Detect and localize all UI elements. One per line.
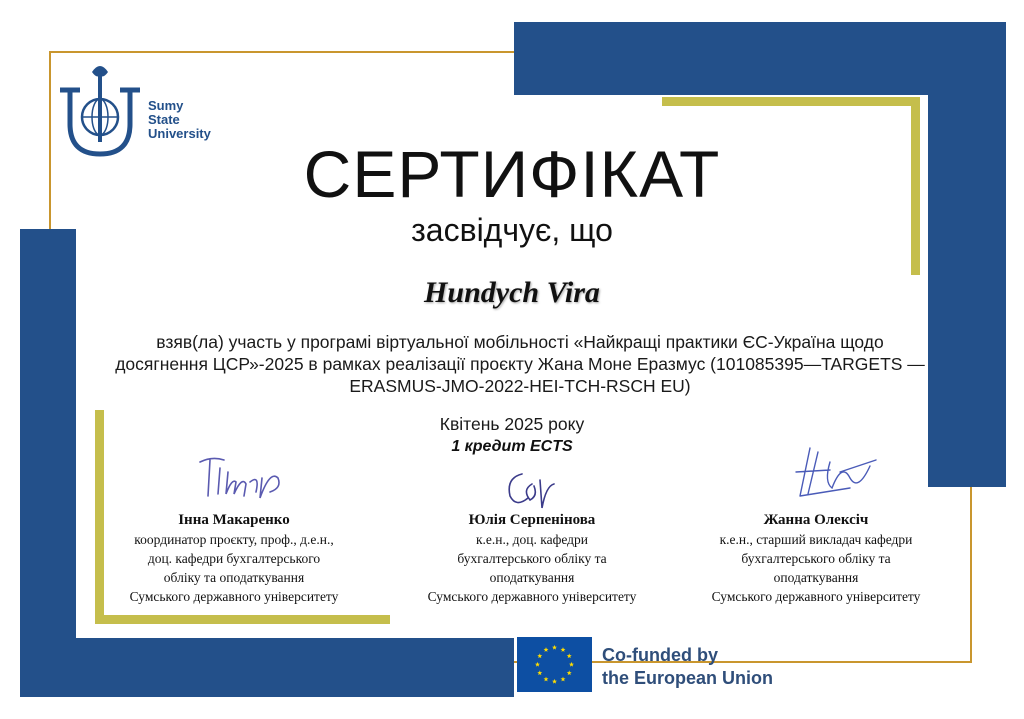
signatory-name: Інна Макаренко [178, 512, 290, 528]
signatory-2 [387, 510, 677, 606]
logo-line-2: State [148, 112, 180, 127]
certificate-body-text: взяв(ла) участь у програмі віртуальної мобільності «Найкращі практики ЄС-Україна щодо досягнення ЦСР»-2025 в рамках реалізації проєкту Жана Моне Еразмус (101085395—TARGETS — ERASMUS-JMO-2022-HEI-TCH-RSCH EU) [115, 332, 925, 396]
eu-label-line-1: Co-funded by [602, 645, 718, 665]
signatory-role-line: обліку та оподаткування [163, 570, 305, 585]
eu-label-line-2: the European Union [602, 668, 773, 688]
signatory-role-line: Сумського державного університету [427, 589, 637, 604]
signatory-role-line: бухгалтерського обліку та [741, 551, 891, 566]
navy-corner-bottom-left [20, 638, 514, 697]
signatory-3 [671, 510, 961, 606]
logo-wordmark [148, 99, 211, 141]
signatory-role-line: Сумського державного університету [129, 589, 339, 604]
logo-line-3: University [148, 126, 211, 141]
signatory-role-line: Сумського державного університету [711, 589, 921, 604]
signatory-role-line: к.е.н., старший викладач кафедри [719, 532, 913, 547]
olive-accent-bottom [95, 615, 390, 624]
signatory-role-line: доц. кафедри бухгалтерського [147, 551, 321, 566]
certificate-title: СЕРТИФІКАТ [303, 137, 721, 211]
signatory-role-line: к.е.н., доц. кафедри [476, 532, 588, 547]
signatory-role-line: оподаткування [773, 570, 859, 585]
recipient-name: Hundych Vira [424, 276, 600, 309]
signatory-1 [89, 510, 379, 606]
signatory-role-line: бухгалтерського обліку та [457, 551, 607, 566]
eu-flag-icon [517, 637, 592, 692]
signature-1-icon [190, 448, 300, 508]
certificate-subtitle: засвідчує, що [411, 212, 613, 248]
logo-line-1: Sumy [148, 98, 184, 113]
certificate-date: Квітень 2025 року [439, 414, 585, 434]
signatory-name: Юлія Серпенінова [468, 512, 596, 528]
eu-cofunded-label [602, 644, 773, 690]
signature-3-icon [780, 442, 890, 502]
signatory-role-line: координатор проєкту, проф., д.е.н., [134, 532, 334, 547]
signatory-role-line: оподаткування [489, 570, 575, 585]
signatory-name: Жанна Олексіч [763, 512, 869, 528]
signature-2-icon [492, 456, 602, 516]
ects-credits: 1 кредит ECTS [451, 438, 573, 455]
olive-accent-top [662, 97, 920, 106]
